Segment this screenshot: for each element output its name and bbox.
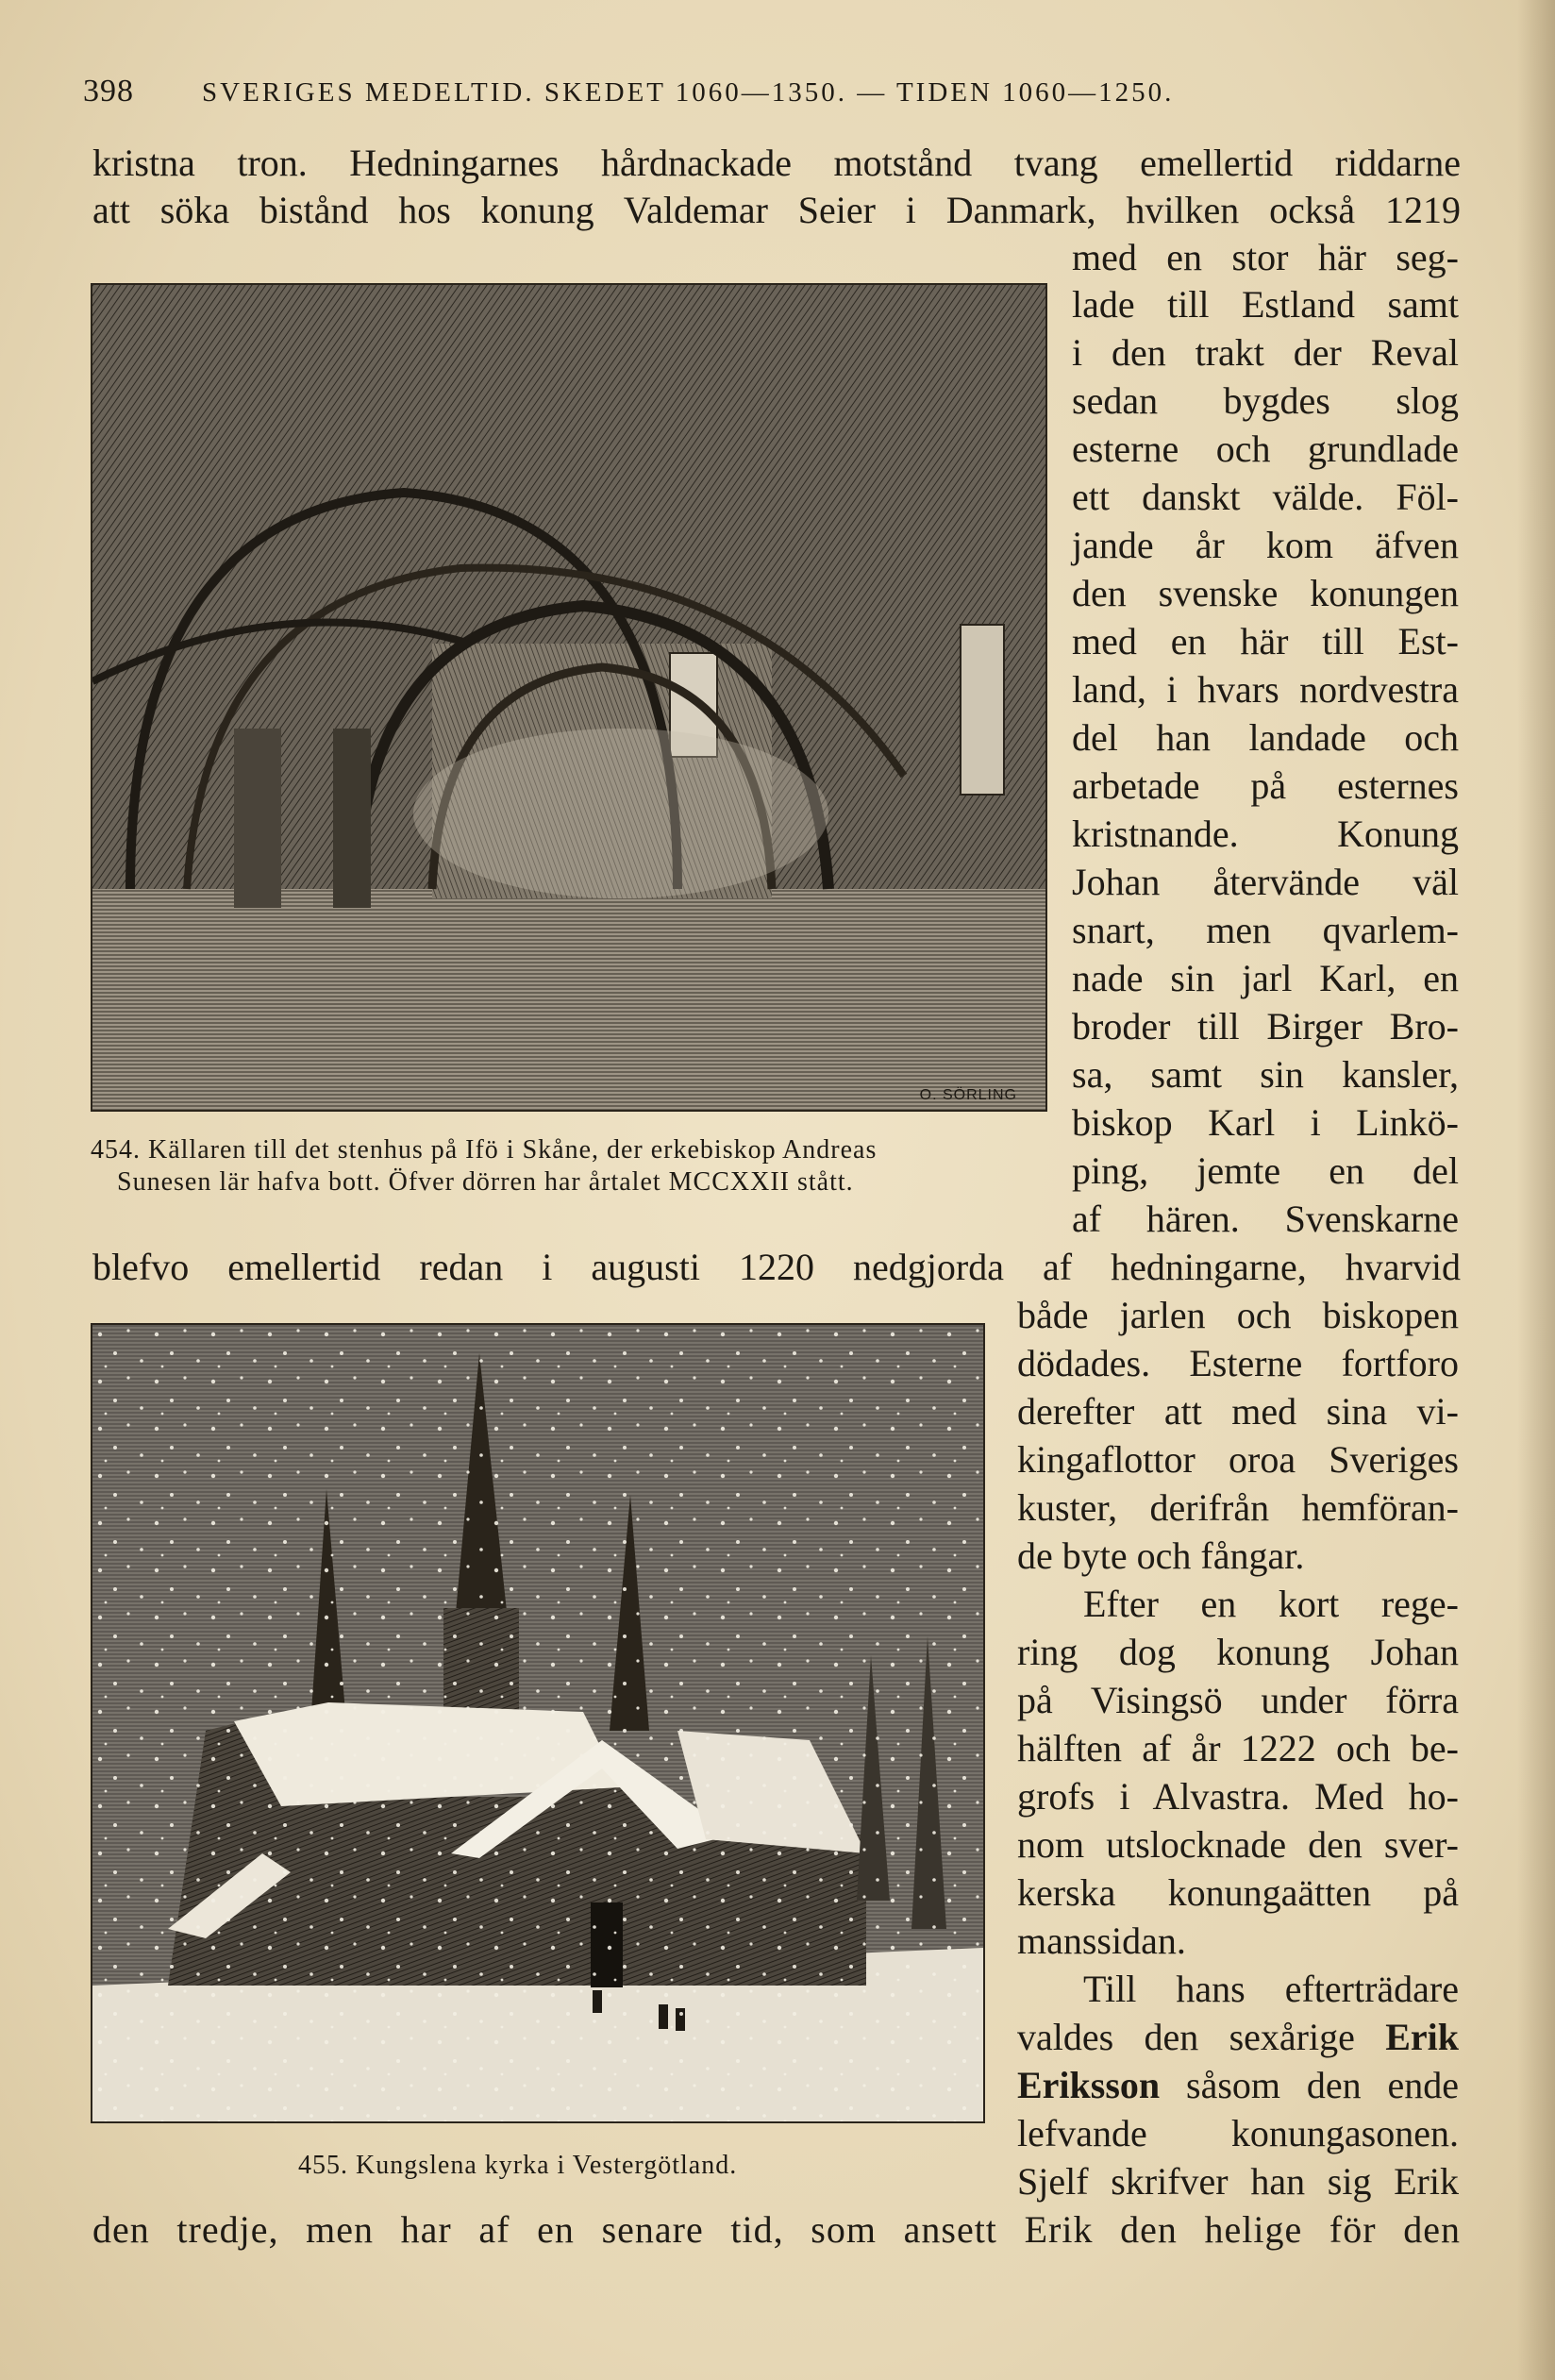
text-line: nom utslocknade den sver- [1017, 1823, 1459, 1866]
text-line: valdes den sexårige Erik [1017, 2016, 1459, 2058]
text-line: att söka bistånd hos konung Valdemar Seier i Danmark, hvilken också 1219 [92, 189, 1461, 231]
text-line: den svenske konungen [1072, 572, 1459, 614]
text-line: biskop Karl i Linkö- [1072, 1101, 1459, 1144]
text-line: esterne och grundlade [1072, 427, 1459, 470]
text-line: lefvande konungasonen. [1017, 2112, 1459, 2154]
text-line: hälften af år 1222 och be- [1017, 1727, 1459, 1769]
text-line: med en stor här seg- [1072, 236, 1459, 278]
caption-line: Kungslena kyrka i Vestergötland. [356, 2151, 738, 2180]
text-line: kerska konungaätten på [1017, 1871, 1459, 1914]
text-line: Efter en kort rege- [1083, 1583, 1459, 1625]
figure-number: 454. [91, 1135, 141, 1165]
church-illustration [92, 1325, 983, 2121]
text-line: Till hans efterträdare [1083, 1968, 1459, 2010]
text-line: blefvo emellertid redan i augusti 1220 nedgjorda af hedningarne, hvarvid [92, 1246, 1461, 1288]
text-line: manssidan. [1017, 1919, 1186, 1962]
text-line: de byte och fångar. [1017, 1534, 1305, 1577]
text-line: kristnande. Konung [1072, 813, 1459, 855]
text-line: både jarlen och biskopen [1017, 1294, 1459, 1336]
bold-name: Erik [1385, 2016, 1459, 2058]
text-line: Sjelf skrifver han sig Erik [1017, 2160, 1459, 2203]
page-edge-shadow [1517, 0, 1555, 2380]
text-line: ping, jemte en del [1072, 1149, 1459, 1192]
engraver-mark: O. SÖRLING [919, 1087, 1017, 1103]
text-line: sa, samt sin kansler, [1072, 1053, 1459, 1096]
text-line: kingaflottor oroa Sveriges [1017, 1438, 1459, 1481]
figure-number: 455. [298, 2151, 348, 2180]
text-line: kuster, derifrån hemföran- [1017, 1486, 1459, 1529]
text-line: sedan bygdes slog [1072, 379, 1459, 422]
text-line: på Visingsö under förra [1017, 1679, 1459, 1721]
bold-name: Eriksson [1017, 2064, 1161, 2106]
text-line: dödades. Esterne fortforo [1017, 1342, 1459, 1384]
figure-455-caption [298, 2150, 737, 2182]
figure-455-church-engraving [91, 1323, 985, 2123]
text-line: jande år kom äfven [1072, 524, 1459, 566]
text-line: af hären. Svenskarne [1072, 1198, 1459, 1240]
text-line: nade sin jarl Karl, en [1072, 957, 1459, 999]
text-line: Johan återvände väl [1072, 861, 1459, 903]
text-line: ring dog konung Johan [1017, 1631, 1459, 1673]
text-line: lade till Estland samt [1072, 283, 1459, 326]
text-line: land, i hvars nordvestra [1072, 668, 1459, 711]
text-line: i den trakt der Reval [1072, 331, 1459, 374]
figure-454-caption [91, 1134, 877, 1166]
figure-454-cellar-engraving [91, 283, 1047, 1112]
text-line: broder till Birger Bro- [1072, 1005, 1459, 1048]
text-line: ett danskt välde. Föl- [1072, 476, 1459, 518]
cellar-illustration [92, 285, 1045, 1110]
text-line: med en här till Est- [1072, 620, 1459, 662]
text-line: den tredje, men har af en senare tid, som ansett Erik den helige för den [92, 2208, 1461, 2251]
caption-line: Källaren till det stenhus på Ifö i Skåne, der erkebiskop Andreas [148, 1135, 878, 1165]
text-line: kristna tron. Hedningarnes hårdnackade motstånd tvang emellertid riddarne [92, 142, 1461, 184]
text-line: Eriksson såsom den ende [1017, 2064, 1459, 2106]
running-header [83, 74, 1480, 115]
caption-line: Sunesen lär hafva bott. Öfver dörren har årtalet MCCXXII stått. [117, 1167, 854, 1197]
text-line: snart, men qvarlem- [1072, 909, 1459, 951]
text-line: del han landade och [1072, 716, 1459, 759]
text-line: arbetade på esternes [1072, 764, 1459, 807]
text-line: grofs i Alvastra. Med ho- [1017, 1775, 1459, 1818]
text-line: derefter att med sina vi- [1017, 1390, 1459, 1433]
running-title: SVERIGES MEDELTID. SKEDET 1060—1350. — TIDEN 1060—1250. [202, 77, 1175, 108]
page-number: 398 [83, 74, 134, 109]
